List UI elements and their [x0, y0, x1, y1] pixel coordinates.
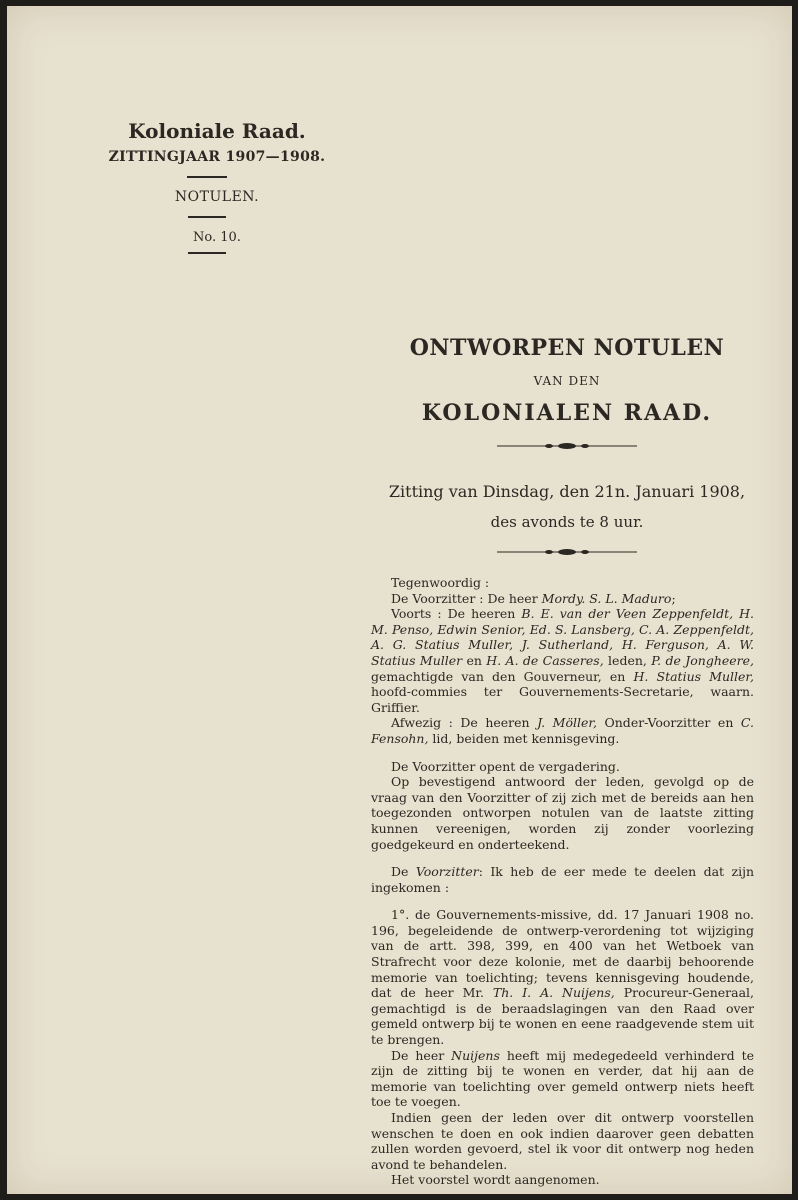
chairman-paragraph: De Voorzitter : De heer Mordy. S. L. Maduro; [391, 590, 676, 606]
document-number: No. 10. [193, 230, 241, 245]
council-title: Koloniale Raad. [128, 119, 306, 143]
sitting-date: Zitting van Dinsdag, den 21n. Januari 1908, [388, 482, 746, 501]
document-page [7, 6, 792, 1194]
divider-rule [188, 216, 226, 218]
attendance-heading: Tegenwoordig : [391, 575, 490, 590]
van-den-label: VAN DEN [533, 374, 601, 388]
adopted-paragraph: Het voorstel wordt aangenomen. [391, 1172, 600, 1188]
divider-rule [188, 252, 226, 254]
approval-paragraph: Op bevestigend antwoord der leden, gevolgd op de vraag van den Voorzitter of zij zich met de bereids aan hen toegezonden ontworpen notulen van de laatste zitting kunnen vereenigen, worden zij zonder voorlezing goedgekeurd en onderteekend. [371, 774, 754, 852]
main-title: ONTWORPEN NOTULEN [409, 335, 725, 361]
absent-paragraph: Afwezig : De heeren J. Möller, Onder-Voorzitter en C. Fensohn, lid, beiden met kennisgeving. [371, 715, 755, 746]
minutes-body [371, 575, 754, 1188]
session-year: ZITTINGJAAR 1907—1908. [108, 149, 326, 165]
members-paragraph: Voorts : De heeren B. E. van der Veen Zeppenfeldt, H. M. Penso, Edwin Senior, Ed. S. Lansberg, C. A. Zeppenfeldt, A. G. Statius Muller, J. Sutherland, H. Ferguson, A. W. Statius Muller en H. A. de Casseres, leden, P. de Jongheere, gemachtigde van den Gouverneur, en H. Statius Muller, hoofd-commies ter Gouvernements-Secretarie, waarn. Griffier. [371, 606, 755, 715]
missive-paragraph: 1°. de Gouvernements-missive, dd. 17 Januari 1908 no. 196, begeleidende de ontwerp-verordening tot wijziging van de artt. 398, 399, en 400 van het Wetboek van Strafrecht voor deze kolonie, met de daarbij behoorende memorie van toelichting; tevens kennisgeving houdende, dat de heer Mr. Th. I. A. Nuijens, Procureur-Generaal, gemachtigd is de beraadslagingen van den Raad over gemeld ontwerp bij te wonen en eene raadgevende stem uit te brengen. [371, 907, 754, 1048]
raad-title: KOLONIALEN RAAD. [421, 400, 713, 426]
ornament-divider [497, 546, 637, 558]
proposal-paragraph: Indien geen der leden over dit ontwerp voorstellen wenschen te doen en ook indien daarover geen debatten zullen worden gevoerd, stel ik voor dit ontwerp nog heden avond te behandelen. [371, 1110, 754, 1172]
announcement-paragraph: De Voorzitter: Ik heb de eer mede te deelen dat zijn ingekomen : [371, 864, 754, 895]
sitting-time: des avonds te 8 uur. [490, 513, 644, 531]
nuijens-paragraph: De heer Nuijens heeft mij medegedeeld verhinderd te zijn de zitting bij te wonen en verder, dat hij aan de memorie van toelichting over gemeld ontwerp niets heeft toe te voegen. [371, 1047, 755, 1110]
ornament-divider [497, 440, 637, 452]
opening-paragraph: De Voorzitter opent de vergadering. [391, 758, 620, 774]
divider-rule [187, 176, 227, 178]
notulen-label: NOTULEN. [174, 189, 260, 205]
